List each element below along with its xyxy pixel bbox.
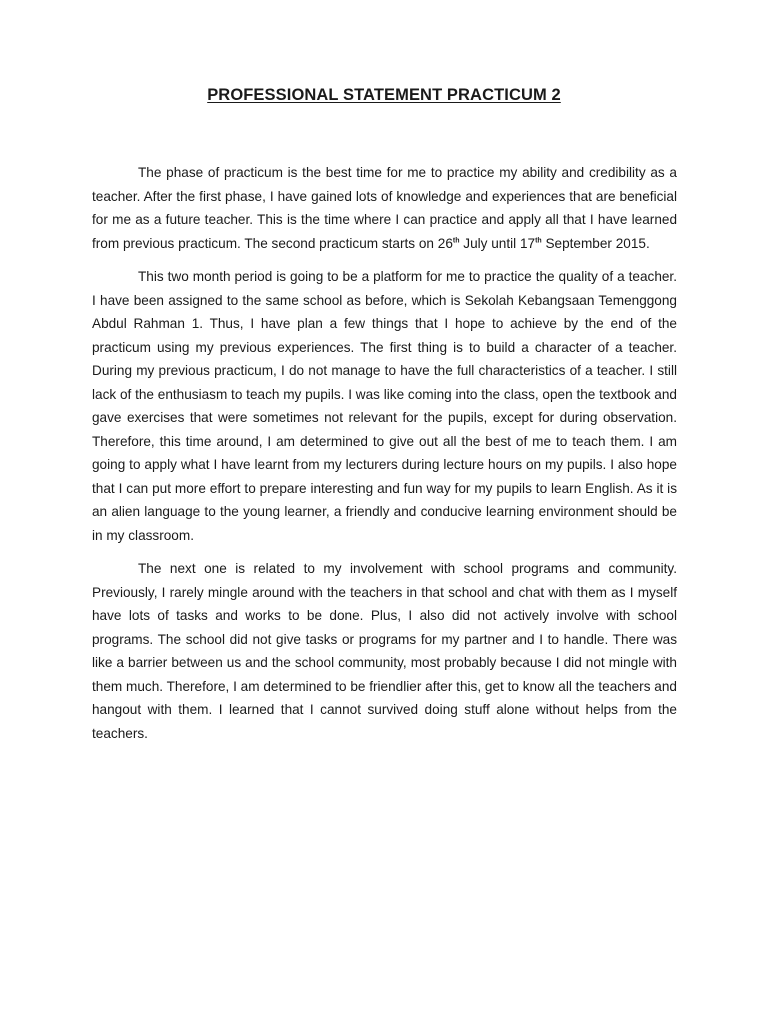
paragraph-3: The next one is related to my involvement with school programs and community. Previously, I rarely mingle around with the teachers in that school and chat with them as I myself have lots of tasks and works to be done. Plus, I also did not actively involve with school programs. The school did not give tasks or programs for my partner and I to handle. There was like a barrier between us and the school community, most probably because I did not mingle with them much. Therefore, I am determined to be friendlier after this, get to know all the teachers and hangout with them. I learned that I cannot survived doing stuff alone without helps from the teachers.	[92, 561, 677, 741]
paragraph-1-text-c: September 2015.	[541, 235, 650, 251]
document-title: PROFESSIONAL STATEMENT PRACTICUM 2	[207, 86, 561, 104]
paragraph-1-text-b: July until 17	[459, 235, 536, 251]
ordinal-suffix-2: th	[535, 236, 542, 244]
paragraph-2: This two month period is going to be a platform for me to practice the quality of a teacher. I have been assigned to the same school as before, which is Sekolah Kebangsaan Temenggong Abdul Rahman 1. Thus, I have plan a few things that I hope to achieve by the end of the practicum using my previous experiences. The first thing is to build a character of a teacher. During my previous practicum, I do not manage to have the full characteristics of a teacher. I still lack of the enthusiasm to teach my pupils. I was like coming into the class, open the textbook and gave exercises that were sometimes not relevant for the pupils, except for during observation. Therefore, this time around, I am determined to give out all the best of me to teach them. I am going to apply what I have learnt from my lecturers during lecture hours on my pupils. I also hope that I can put more effort to prepare interesting and fun way for my pupils to learn English. As it is an alien language to the young learner, a friendly and conducive learning environment should be in my classroom.	[92, 269, 677, 543]
document-body	[92, 161, 677, 755]
ordinal-suffix-1: th	[452, 236, 460, 244]
paragraph-1-text-a: The phase of practicum is the best time for me to practice my ability and credibility as a teacher. After the first phase, I have gained lots of knowledge and experiences that are beneficial for me as a future teacher. This is the time where I can practice and apply all that I have learned from previous practicum. The second practicum starts on 26	[92, 165, 677, 251]
paragraph-1	[92, 161, 677, 255]
